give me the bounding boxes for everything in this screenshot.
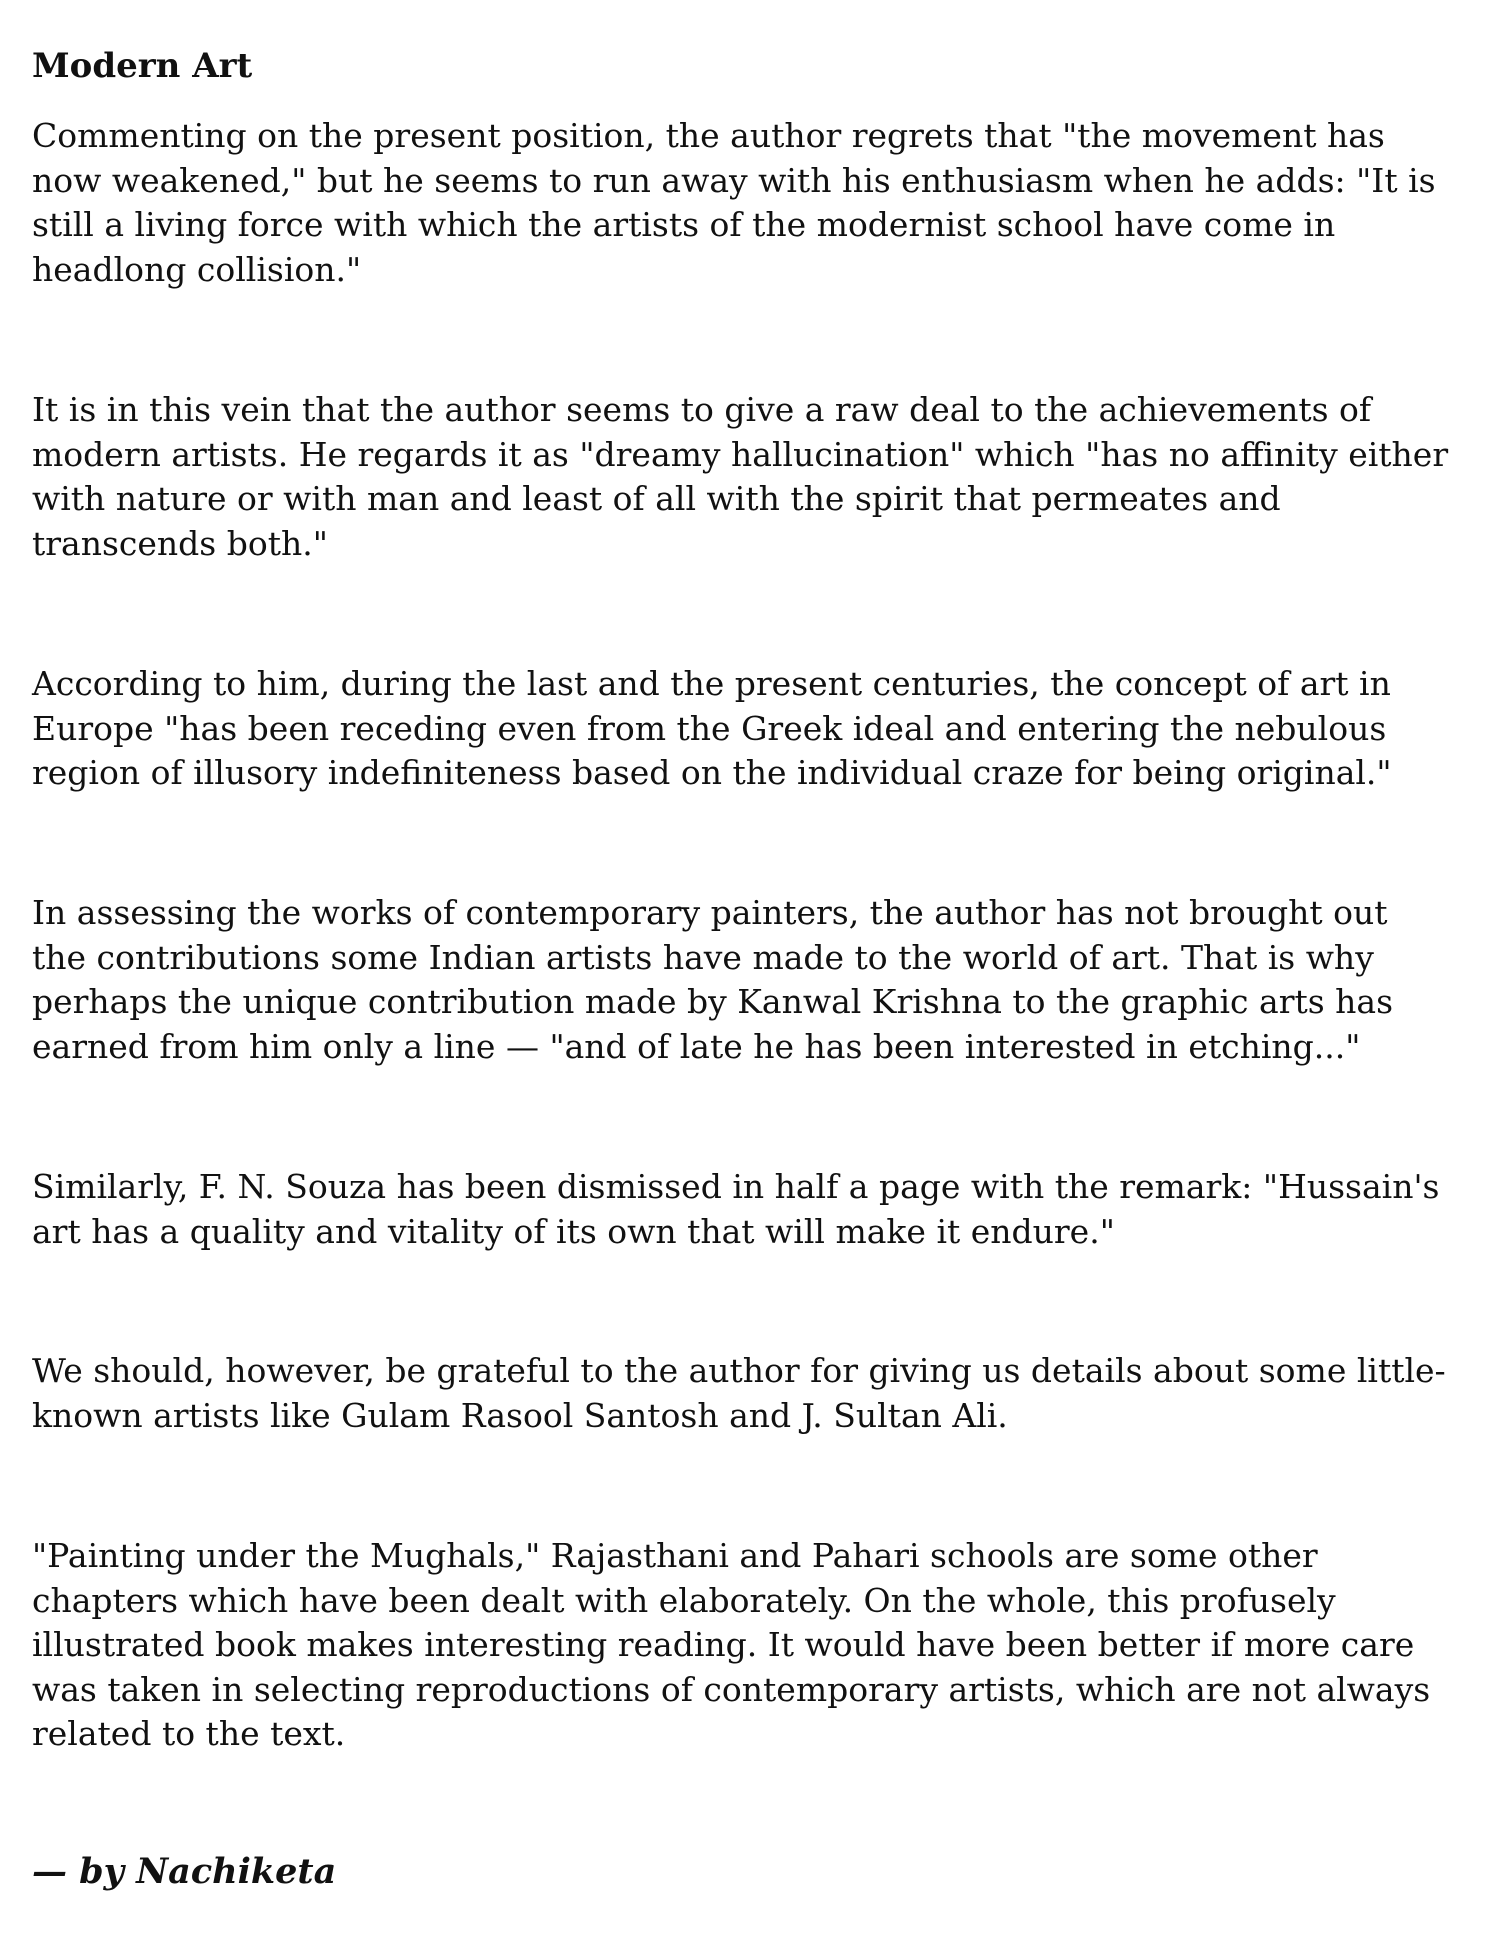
paragraph-2: It is in this vein that the author seems to give a raw deal to the achievements of modern artists. He regards it as "dreamy hallucination" which "has no affinity either with nature or with man and least of all with the spirit that permeates and transcends both." bbox=[32, 390, 1449, 563]
paragraph-5: Similarly, F. N. Souza has been dismissed in half a page with the remark: "Hussain's art has a quality and vitality of its own that will make it endure." bbox=[32, 1167, 1440, 1251]
paragraph-7: "Painting under the Mughals," Rajasthani and Pahari schools are some other chapters which have been dealt with elaborately. On the whole, this profusely illustrated book makes interesting reading. It would have been better if more care was taken in selecting reproductions of contemporary artists, which are not always related to the text. bbox=[32, 1536, 1431, 1753]
paragraph-4: In assessing the works of contemporary painters, the author has not brought out the contributions some Indian artists have made to the world of art. That is why perhaps the unique contribution made by Kanwal Krishna to the graphic arts has earned from him only a line — "and of late he has been interested in etching..." bbox=[32, 893, 1394, 1066]
paragraph-3: According to him, during the last and the present centuries, the concept of art in Europe "has been receding even from the Greek ideal and entering the nebulous region of illusory indefiniteness based on the individual craze for being original." bbox=[32, 664, 1392, 792]
author-byline: — by Nachiketa bbox=[32, 1851, 337, 1892]
paragraph-1: Commenting on the present position, the author regrets that "the movement has now weakened," but he seems to run away with his enthusiasm when he adds: "It is still a living force with which the artists of the modernist school have come in headlong collision." bbox=[32, 116, 1436, 289]
article-title: Modern Art bbox=[32, 46, 253, 86]
paragraph-6: We should, however, be grateful to the author for giving us details about some little-known artists like Gulam Rasool Santosh and J. Sultan Ali. bbox=[32, 1351, 1446, 1435]
